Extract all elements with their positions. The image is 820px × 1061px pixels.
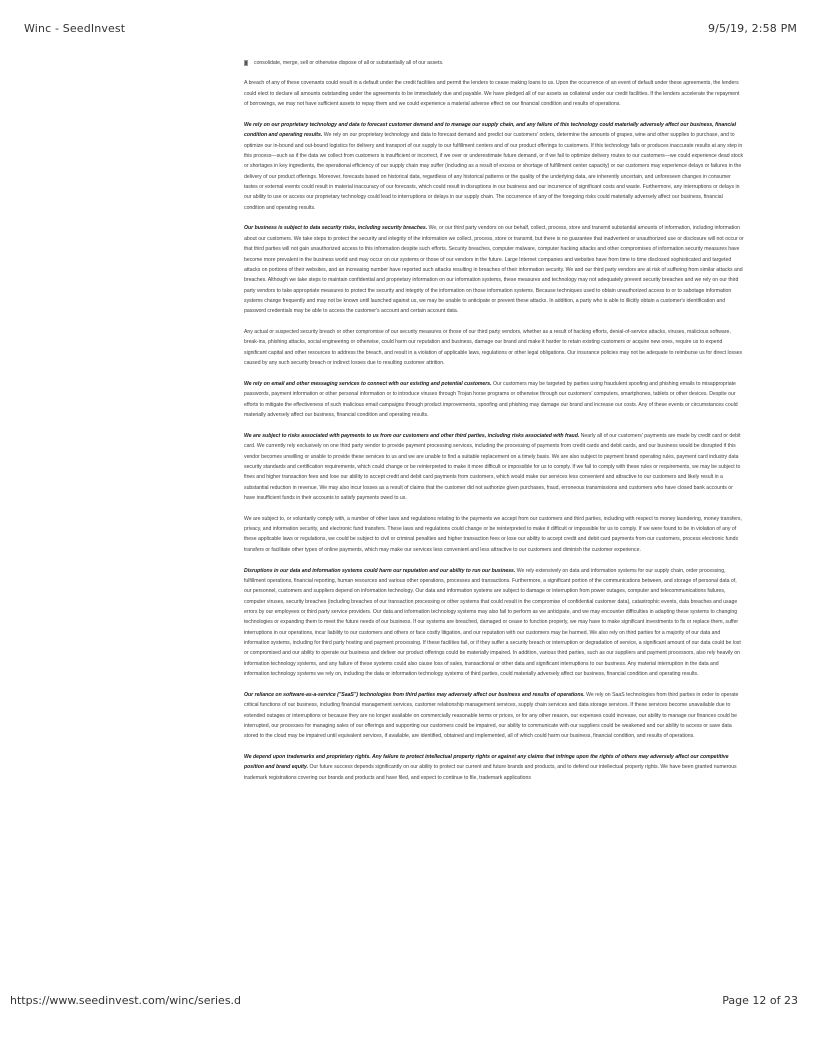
paragraph-text: We, or our third party vendors on our behalf, collect, process, store and transmit substantial amounts of information, including information about our customers. We take steps to protect the security and integrity of the information we collect, process, store or transmit, but there is no guarantee that inadvertent or unauthorized use or disclosure will not occur or that third parties will not gain unauthorized access to this information despite such efforts. Security breaches, computer malware, computer hacking attacks and other compromises of information security measures have become more prevalent in the business world and may occur on our systems or those of our vendors in the future. Large Internet companies and websites have from time to time disclosed sophisticated and targeted attacks on portions of their websites, and an increasing number have reported such attacks resulting in breaches of their information security. We and our third party vendors are at risk of suffering from similar attacks and breaches. Although we take steps to maintain confidential and proprietary information on our information systems, these measures and technology may not adequately prevent security breaches and we rely on our third party vendors to take appropriate measures to protect the security and integrity of the information on those information systems. Because techniques used to obtain unauthorized access to or to sabotage information systems change frequently and may not be known until launched against us, we may be unable to anticipate or prevent these attacks. In addition, a party who is able to illicitly obtain a customer's identification and password credentials may be able to access the customer's account and certain account data. (244, 225, 744, 315)
paragraph-heading: We rely on our proprietary technology and data to forecast customer demand and to manage our supply chain, and any failure of this technology could materially adversely affect our business, financial condition and operating results. (244, 121, 736, 139)
paragraph-heading: We are subject to risks associated with payments to us from our customers and other third parties, including risks associated with fraud. (244, 432, 580, 439)
paragraph-system-disruptions (244, 566, 744, 680)
bullet-icon (244, 60, 248, 66)
paragraph-payment-risks (244, 431, 744, 503)
page-number: Page 12 of 23 (722, 994, 798, 1007)
paragraph-email-messaging (244, 379, 744, 420)
paragraph-text: Our customers may be targeted by parties using fraudulent spoofing and phishing emails to misappropriate passwords, payment information or other personal information or to introduce viruses through Trojan horse programs or otherwise through our customers' computers, smartphones, tablets or other devices. Despite our efforts to mitigate the effectiveness of such malicious email campaigns through product improvements, spoofing and phishing may damage our brand and increase our costs. Any of these events or circumstances could materially adversely affect our business, financial condition and operating results. (244, 380, 738, 418)
paragraph-saas-reliance (244, 690, 744, 742)
paragraph-trademarks (244, 752, 744, 783)
bullet-item (244, 58, 744, 68)
document-body (244, 58, 744, 794)
paragraph-heading: We depend upon trademarks and proprietary rights. Any failure to protect intellectual property rights or against any claims that infringe upon the rights of others may adversely affect our competitive position and brand equity. (244, 754, 729, 771)
print-datetime: 9/5/19, 2:58 PM (708, 22, 797, 35)
paragraph-text: We rely on SaaS technologies from third parties in order to operate critical functions of our business, including financial management services, customer relationship management services, supply chain services and data storage services. If these services become unavailable due to extended outages or interruptions or because they are no longer available on commercially reasonable terms or prices, or for any other reason, our expenses could increase, our ability to manage our finances could be interrupted, our processes for managing sales of our offerings and supporting our customers could be impaired, our ability to communicate with our suppliers could be weakened and our ability to access or save data stored to the cloud may be impaired until equivalent services, if available, are identified, obtained and implemented, all of which could harm our business, financial condition, and results of operations. (244, 691, 739, 740)
paragraph-text: Any actual or suspected security breach or other compromise of our security measures or those of our third party vendors, whether as a result of hacking efforts, denial-of-service attacks, viruses, malicious software, break-ins, phishing attacks, social engineering or otherwise, could harm our reputation and business, damage our brand and make it harder to retain existing customers or acquire new ones, require us to expend significant capital and other resources to address the breach, and result in a violation of applicable laws, regulations or other legal obligations. Our insurance policies may not be adequate to reimburse us for direct losses caused by any such security breach or indirect losses due to resulting customer attrition. (244, 329, 743, 367)
bullet-text: consolidate, merge, sell or otherwise dispose of all or substantially all of our assets. (254, 60, 444, 66)
paragraph-text: A breach of any of these covenants could result in a default under the credit facilities and permit the lenders to cease making loans to us. Upon the occurrence of an event of default under these agreements, the lenders could elect to declare all amounts outstanding under the agreements to be immediately due and payable. We have pledged all of our assets as collateral under our credit facilities. If the lenders accelerate the repayment of borrowings, we may not have sufficient assets to repay them and we could experience a material adverse effect on our financial condition and results of operations. (244, 80, 740, 108)
paragraph-heading: Our business is subject to data security risks, including security breaches. (244, 225, 428, 232)
paragraph-text: Our future success depends significantly on our ability to protect our current and future brands and products, and to defend our intellectual property rights. We have been granted numerous trademark registrations covering our brands and products and have filed, and expect to continue to file, trademark applications (244, 764, 737, 781)
paragraph-proprietary-technology (244, 120, 744, 213)
paragraph-default-breach (244, 78, 744, 109)
paragraph-data-security (244, 223, 744, 316)
paragraph-text: We rely extensively on data and information systems for our supply chain, order processing, fulfillment operations, financial reporting, human resources and various other operations, processes and transactions. Furthermore, a significant portion of the communications between, and storage of personal data of, our personnel, customers and suppliers depend on information technology. Our data and information systems are subject to damage or interruption from power outages, computer and telecommunications failures, computer viruses, security breaches (including breaches of our transaction processing or other systems that could result in the compromise of confidential customer data), catastrophic events, data breaches and usage errors by our employees or third party service providers. Our data and information technology systems may also fail to perform as we anticipate, and we may encounter difficulties in adapting these systems to changing technologies or expanding them to meet the future needs of our business. If our systems are breached, damaged or cease to function properly, we may have to make significant investments to fix or replace them, suffer interruptions in our operations, incur liability to our customers and others or face costly litigation, and our reputation with our customers may be harmed. We also rely on third parties for a majority of our data and information systems, including for third party hosting and payment processing. If these facilities fail, or if they suffer a security breach or interruption or degradation of service, a significant amount of our data could be lost or compromised and our ability to operate our business and deliver our product offerings could be materially impaired. In addition, various third parties, such as our suppliers and payment processors, also rely heavily on information technology systems, and any failure of these systems could also cause loss of sales, transactional or other data and significant interruptions to our business. Any material interruption in the data and information technology systems we rely on, including the data or information technology systems of third parties, could materially adversely affect our business, financial condition and operating results. (244, 567, 741, 678)
paragraph-payment-regulations (244, 514, 744, 555)
paragraph-heading: We rely on email and other messaging services to connect with our existing and potential customers. (244, 380, 492, 387)
browser-page-title: Winc - SeedInvest (24, 22, 126, 35)
paragraph-heading: Disruptions in our data and information systems could harm our reputation and our ability to run our business. (244, 567, 516, 574)
page-url: https://www.seedinvest.com/winc/series.d (10, 994, 242, 1007)
paragraph-heading: Our reliance on software-as-a-service ("SaaS") technologies from third parties may adversely affect our business and results of operations. (244, 691, 585, 698)
paragraph-security-breach-impact (244, 327, 744, 368)
paragraph-text: Nearly all of our customers' payments are made by credit card or debit card. We currently rely exclusively on one third party vendor to provide payment processing services, including the processing of payments from credit cards and debit cards, and our business would be disrupted if this vendor becomes unwilling or unable to provide these services to us and we are unable to find a suitable replacement on a timely basis. We are also subject to payment brand operating rules, payment card industry data security standards and certification requirements, which could change or be reinterpreted to make it more difficult or impossible for us to comply. If we fail to comply with these rules or requirements, we may be subject to fines and higher transaction fees and lose our ability to accept credit and debit card payments from customers, which would make our services less convenient and attractive to our customers and likely result in a substantial reduction in revenue. We may also incur losses as a result of claims that the customer did not authorize given purchases, fraud, erroneous transmissions and customers who have closed bank accounts or have insufficient funds in their accounts to satisfy payments owed to us. (244, 432, 741, 501)
paragraph-text: We are subject to, or voluntarily comply with, a number of other laws and regulations relating to the payments we accept from our customers and third parties, including with respect to money laundering, money transfers, privacy, and information security, and electronic fund transfers. These laws and regulations could change or be reinterpreted to make it difficult or impossible for us to comply. If we were found to be in violation of any of these applicable laws or regulations, we could be subject to civil or criminal penalties and higher transaction fees or lose our ability to accept credit and debit card payments from our customers, process electronic funds transfers or facilitate other types of online payments, which may make our services less convenient and less attractive to our customers and diminish the customer experience. (244, 515, 742, 553)
paragraph-text: We rely on our proprietary technology and data to forecast demand and predict our customers' orders, determine the amounts of grapes, wine and other supplies to purchase, and to optimize our in-bound and out-bound logistics for delivery and transport of our supply to our fulfillment centers and of our product offerings to customers. If this technology fails or produces inaccurate results at any step in this process—such as if the data we collect from customers is insufficient or incorrect, if we over or underestimate future demand, or if we fail to optimize delivery routes to our customers—we could experience dead stock or shortages in key ingredients, the operational efficiency of our supply chain may suffer (including as a result of excess or shortage of fulfillment center capacity) or our customers may experience delays or failures in the delivery of our product offerings. Moreover, forecasts based on historical data, regardless of any historical patterns or the quality of the underlying data, are inherently uncertain, and unforeseen changes in consumer tastes or external events could result in material inaccuracy of our forecasts, which could result in disruptions in our business and our incurrence of significant costs and waste. Furthermore, any interruptions or delays in our ability to use or access our proprietary technology could lead to interruptions or delays in our supply chain. The occurrence of any of the foregoing risks could materially adversely affect our business, financial condition and operating results. (244, 132, 744, 211)
